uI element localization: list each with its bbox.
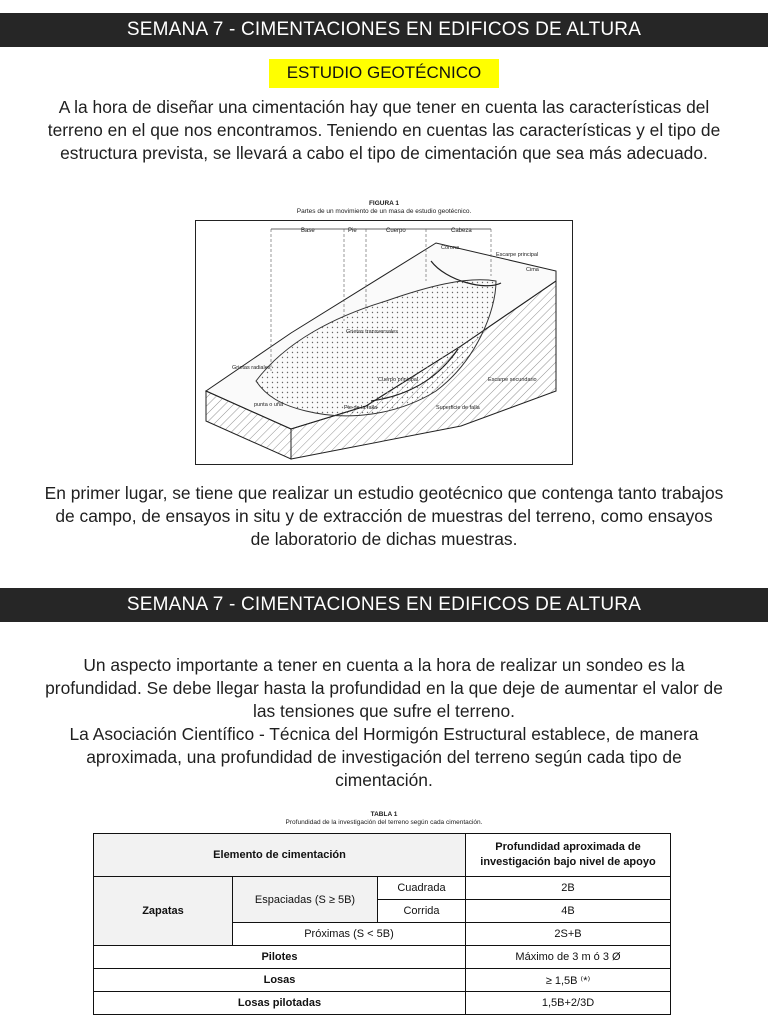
cell-losas-pilotadas: Losas pilotadas: [94, 992, 466, 1015]
label-cima: Cima: [526, 267, 539, 273]
label-grietas-transversales: Grietas transversales: [346, 329, 398, 335]
label-superficie-de-falla: Superficie de falla: [436, 405, 480, 411]
table-row: [94, 946, 671, 969]
association-paragraph: La Asociación Científico - Técnica del Hormigón Estructural establece, de manera aproximada, una profundidad de investigación del terreno según cada tipo de cimentación.: [69, 724, 699, 790]
cell-cuadrada: Cuadrada: [378, 877, 466, 900]
landslide-diagram: [196, 221, 572, 464]
section-heading-wrap: [0, 59, 768, 88]
label-cuerpo: Cuerpo: [386, 228, 406, 234]
label-punta: punta o uña: [254, 402, 284, 408]
label-escarpe-principal: Escarpe principal: [496, 252, 539, 258]
cell-losas-value: ≥ 1,5B ⁽*⁾: [466, 969, 671, 992]
figure-caption: [0, 200, 768, 216]
intro-paragraph: A la hora de diseñar una cimentación hay que tener en cuenta las características del terreno en el que nos encontramos. Teniendo en cuentas las características y el tipo de estructura prevista, se llevará a cabo el tipo de cimentación que sea más adecuado.: [47, 97, 721, 163]
cell-proximas-value: 2S+B: [466, 923, 671, 946]
slide-2: [0, 562, 768, 1024]
label-cuerpo-principal: Cuerpo principal: [378, 377, 419, 383]
foundation-depth-table: [93, 833, 671, 1015]
slide-banner: SEMANA 7 - CIMENTACIONES EN EDIFICOS DE ALTURA: [0, 588, 768, 622]
label-escarpe-secundario: Escarpe secundario: [488, 377, 537, 383]
cell-pilotes-value: Máximo de 3 m ó 3 Ø: [466, 946, 671, 969]
cell-proximas: Próximas (S < 5B): [233, 923, 466, 946]
table-row: [94, 992, 671, 1015]
table-row: [94, 877, 671, 900]
table-title: TABLA 1: [370, 811, 398, 818]
figure-title: FIGURA 1: [368, 200, 400, 207]
cell-cuadrada-value: 2B: [466, 877, 671, 900]
section-heading: ESTUDIO GEOTÉCNICO: [269, 59, 500, 88]
label-pie-de-la-falla: Pie de la falla: [344, 405, 378, 411]
cell-corrida-value: 4B: [466, 900, 671, 923]
table-row: [94, 969, 671, 992]
table-caption: [0, 811, 768, 827]
table-header-row: [94, 834, 671, 877]
cell-pilotes: Pilotes: [94, 946, 466, 969]
header-element: Elemento de cimentación: [94, 834, 466, 877]
depth-paragraph: Un aspecto importante a tener en cuenta a la hora de realizar un sondeo es la profundidad. Se debe llegar hasta la profundidad en la que deje de aumentar el valor de las tensiones que sufre el terreno.: [45, 655, 723, 721]
cell-losas: Losas: [94, 969, 466, 992]
label-corona: Corona: [441, 245, 460, 251]
slide-banner: SEMANA 7 - CIMENTACIONES EN EDIFICOS DE ALTURA: [0, 13, 768, 47]
geotech-paragraph: En primer lugar, se tiene que realizar un estudio geotécnico que contenga tanto trabajos de campo, de ensayos in situ y de extracción de muestras del terreno, como ensayos de laboratorio de dichas muestras.: [44, 483, 724, 549]
header-depth: Profundidad aproximada de investigación bajo nivel de apoyo: [466, 834, 671, 877]
landslide-figure: [195, 220, 573, 465]
label-pie: Pie: [348, 228, 357, 234]
cell-corrida: Corrida: [378, 900, 466, 923]
table-subtitle: Profundidad de la investigación del terreno según cada cimentación.: [285, 819, 483, 826]
cell-zapatas: Zapatas: [94, 877, 233, 946]
cell-losas-pilotadas-value: 1,5B+2/3D: [466, 992, 671, 1015]
label-grietas-radiales: Grietas radiales: [232, 365, 271, 371]
label-cabeza: Cabeza: [451, 228, 472, 234]
label-base: Base: [301, 228, 315, 234]
figure-subtitle: Partes de un movimiento de un masa de estudio geotécnico.: [296, 208, 472, 215]
cell-espaciadas: Espaciadas (S ≥ 5B): [233, 877, 378, 923]
